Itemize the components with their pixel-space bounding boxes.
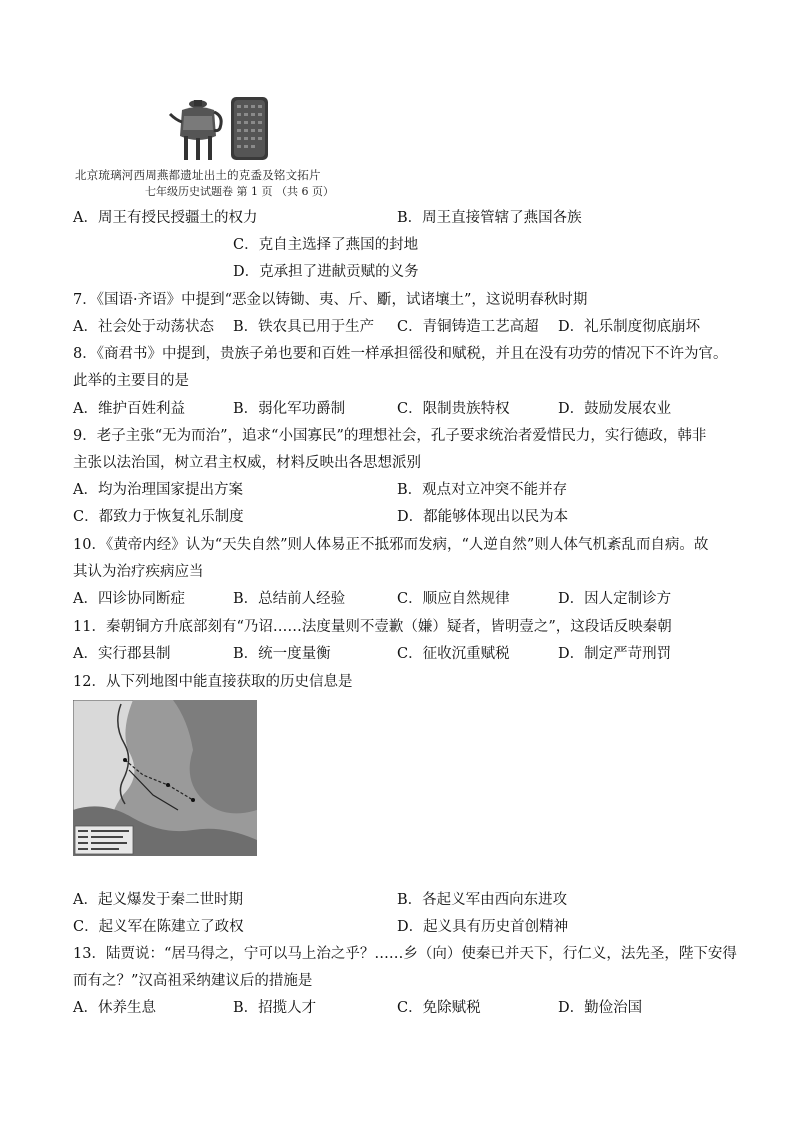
q13-option-d: D．勤俭治国 <box>558 1000 643 1016</box>
q9-option-b: B．观点对立冲突不能并存 <box>397 482 568 498</box>
page-footer: 七年级历史试题卷 第 1 页 （共 6 页） <box>145 185 334 198</box>
q7-option-c: C．青铜铸造工艺高超 <box>397 319 539 335</box>
q9-option-d: D．都能够体现出以民为本 <box>397 509 569 525</box>
q10-stem-line2: 其认为治疗疾病应当 <box>73 564 204 580</box>
inscription-rubbing-image <box>231 97 268 160</box>
q8-stem-line1: 8．《商君书》中提到，贵族子弟也要和百姓一样承担徭役和赋税，并且在没有功劳的情况下不许为官。 <box>73 346 728 362</box>
q13-stem-line1: 13．陆贾说：“居马得之，宁可以马上治之乎？……乡（向）使秦已并天下，行仁义，法先圣，陛下安得 <box>73 946 737 962</box>
q10-option-c: C．顺应自然规律 <box>397 591 510 607</box>
q9-option-a: A．均为治理国家提出方案 <box>73 482 243 498</box>
q7-option-a: A．社会处于动荡状态 <box>73 319 214 335</box>
q11-option-d: D．制定严苛刑罚 <box>558 646 672 662</box>
uprising-map-image <box>73 700 257 856</box>
q6-option-d: D．克承担了进献贡赋的义务 <box>233 264 419 280</box>
q11-option-c: C．征收沉重赋税 <box>397 646 510 662</box>
q7-stem: 7．《国语·齐语》中提到“恶金以铸锄、夷、斤、斸，试诸壤土”，这说明春秋时期 <box>73 292 588 308</box>
q13-option-b: B．招揽人才 <box>233 1000 317 1016</box>
q13-stem-line2: 而有之？”汉高祖采纳建议后的措施是 <box>73 973 313 989</box>
q8-option-d: D．鼓励发展农业 <box>558 401 672 417</box>
q8-option-c: C．限制贵族特权 <box>397 401 510 417</box>
q10-option-b: B．总结前人经验 <box>233 591 346 607</box>
q11-stem: 11．秦朝铜方升底部刻有“乃诏……法度量则不壹歉（嫌）疑者，皆明壹之”，这段话反映秦朝 <box>73 619 672 635</box>
q12-option-d: D．起义具有历史首创精神 <box>397 919 569 935</box>
q11-option-b: B．统一度量衡 <box>233 646 331 662</box>
q12-option-b: B．各起义军由西向东进攻 <box>397 892 568 908</box>
q7-option-b: B．铁农具已用于生产 <box>233 319 375 335</box>
q10-option-a: A．四诊协同断症 <box>73 591 185 607</box>
q9-stem-line1: 9．老子主张“无为而治”，追求“小国寡民”的理想社会，孔子要求统治者爱惜民力，实行德政，韩非 <box>73 428 707 444</box>
q7-option-d: D．礼乐制度彻底崩坏 <box>558 319 701 335</box>
q13-option-a: A．休养生息 <box>73 1000 156 1016</box>
q12-option-c: C．起义军在陈建立了政权 <box>73 919 244 935</box>
q12-stem: 12．从下列地图中能直接获取的历史信息是 <box>73 674 353 690</box>
q12-option-a: A．起义爆发于秦二世时期 <box>73 892 243 908</box>
q9-option-c: C．都致力于恢复礼乐制度 <box>73 509 244 525</box>
q6-option-c: C．克自主选择了燕国的封地 <box>233 237 419 253</box>
q8-option-a: A．维护百姓利益 <box>73 401 185 417</box>
q9-stem-line2: 主张以法治国，树立君主权威，材料反映出各思想派别 <box>73 455 421 471</box>
q13-option-c: C．免除赋税 <box>397 1000 481 1016</box>
bronze-vessel-image <box>168 96 226 162</box>
q10-option-d: D．因人定制诊方 <box>558 591 672 607</box>
q11-option-a: A．实行郡县制 <box>73 646 171 662</box>
q8-stem-line2: 此举的主要目的是 <box>73 373 189 389</box>
figure-caption: 北京琉璃河西周燕都遗址出土的克盉及铭文拓片 <box>75 168 321 182</box>
q8-option-b: B．弱化军功爵制 <box>233 401 346 417</box>
q10-stem-line1: 10．《黄帝内经》认为“天失自然”则人体易正不抵邪而发病，“人逆自然”则人体气机紊乱而自病。故 <box>73 537 709 553</box>
q6-option-b: B．周王直接管辖了燕国各族 <box>397 210 582 226</box>
q6-option-a: A．周王有授民授疆土的权力 <box>73 210 258 226</box>
